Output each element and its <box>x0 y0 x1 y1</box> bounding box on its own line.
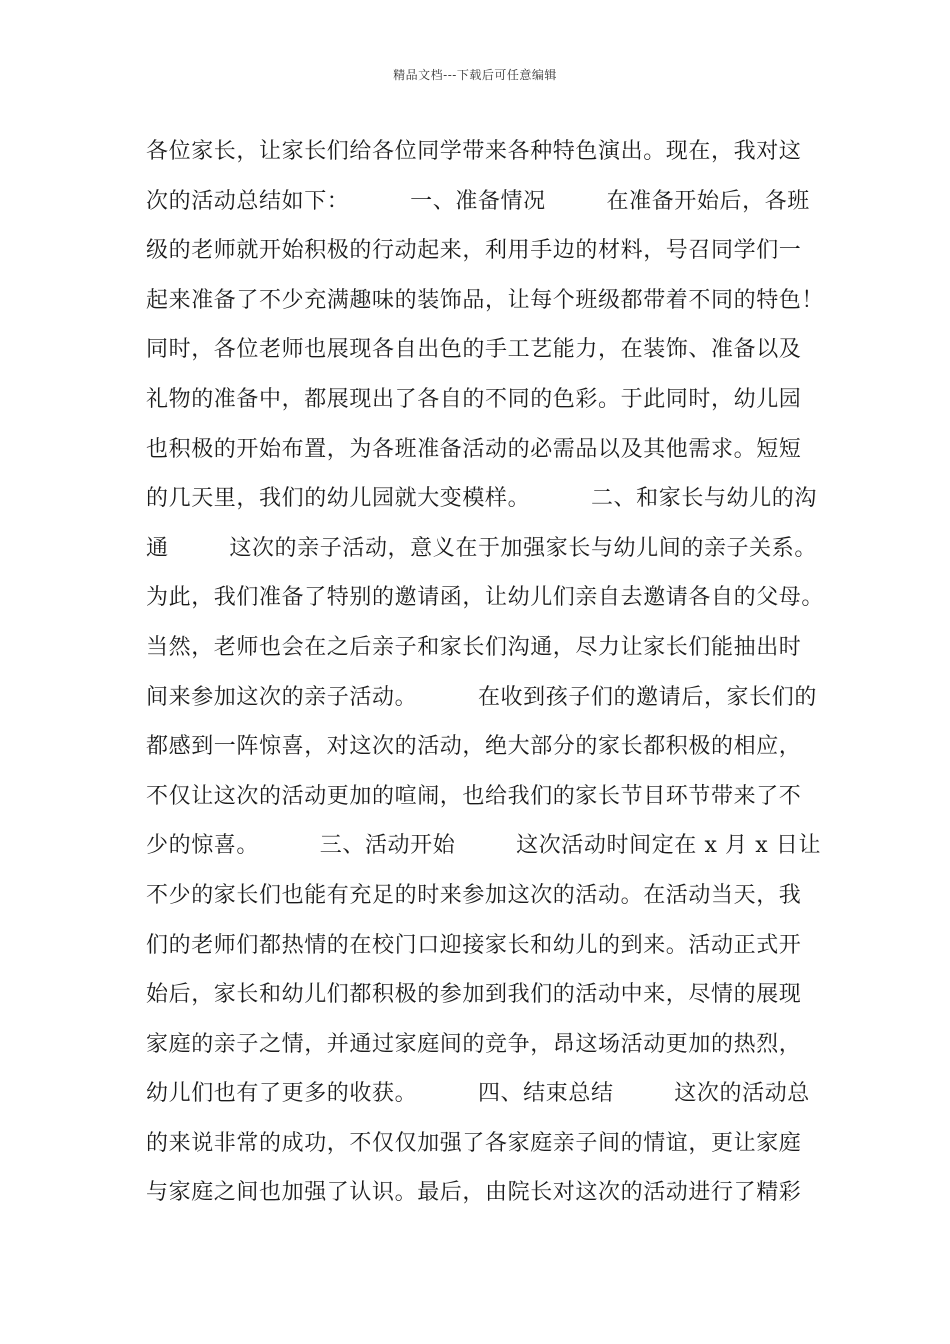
text-line: 幼儿们也有了更多的收获。 四、结束总结 这次的活动总 <box>146 1081 810 1107</box>
text-line: 通 这次的亲子活动，意义在于加强家长与幼儿间的亲子关系。 <box>146 535 817 561</box>
text-line: 礼物的准备中，都展现出了各自的不同的色彩。于此同时，幼儿园 <box>146 386 802 412</box>
text-line: 家庭的亲子之情，并通过家庭间的竞争，昂这场活动更加的热烈， <box>146 1031 802 1057</box>
text-line: 少的惊喜。 三、活动开始 这次活动时间定在 x 月 x 日让 <box>146 833 822 859</box>
text-line: 不少的家长们也能有充足的时来参加这次的活动。在活动当天，我 <box>146 882 802 908</box>
header-note: 精品文档---下载后可任意编辑 <box>393 68 557 82</box>
text-line: 也积极的开始布置，为各班准备活动的必需品以及其他需求。短短 <box>146 436 802 462</box>
text-line: 间来参加这次的亲子活动。 在收到孩子们的邀请后，家长们的 <box>146 684 817 710</box>
text-line: 的来说非常的成功，不仅仅加强了各家庭亲子间的情谊，更让家庭 <box>146 1130 802 1156</box>
text-line: 的几天里，我们的幼儿园就大变模样。 二、和家长与幼儿的沟 <box>146 486 817 512</box>
text-line: 次的活动总结如下： 一、准备情况 在准备开始后，各班 <box>146 188 810 214</box>
text-line: 都感到一阵惊喜，对这次的活动，绝大部分的家长都积极的相应， <box>146 734 802 760</box>
text-line: 们的老师们都热情的在校门口迎接家长和幼儿的到来。活动正式开 <box>146 932 802 958</box>
text-line: 与家庭之间也加强了认识。最后，由院长对这次的活动进行了精彩 <box>146 1180 802 1206</box>
text-line: 当然，老师也会在之后亲子和家长们沟通，尽力让家长们能抽出时 <box>146 634 802 660</box>
text-line: 不仅让这次的活动更加的喧闹，也给我们的家长节目环节带来了不 <box>146 783 802 809</box>
text-line: 同时，各位老师也展现各自出色的手工艺能力，在装饰、准备以及 <box>146 337 802 363</box>
text-line: 始后，家长和幼儿们都积极的参加到我们的活动中来，尽情的展现 <box>146 982 802 1008</box>
text-line: 各位家长，让家长们给各位同学带来各种特色演出。现在，我对这 <box>146 139 802 164</box>
text-line: 起来准备了不少充满趣味的装饰品，让每个班级都带着不同的特色！ <box>146 287 825 313</box>
body-text <box>146 132 826 1223</box>
text-line: 为此，我们准备了特别的邀请函，让幼儿们亲自去邀请各自的父母。 <box>146 585 825 611</box>
text-line: 级的老师就开始积极的行动起来，利用手边的材料，号召同学们一 <box>146 238 802 264</box>
